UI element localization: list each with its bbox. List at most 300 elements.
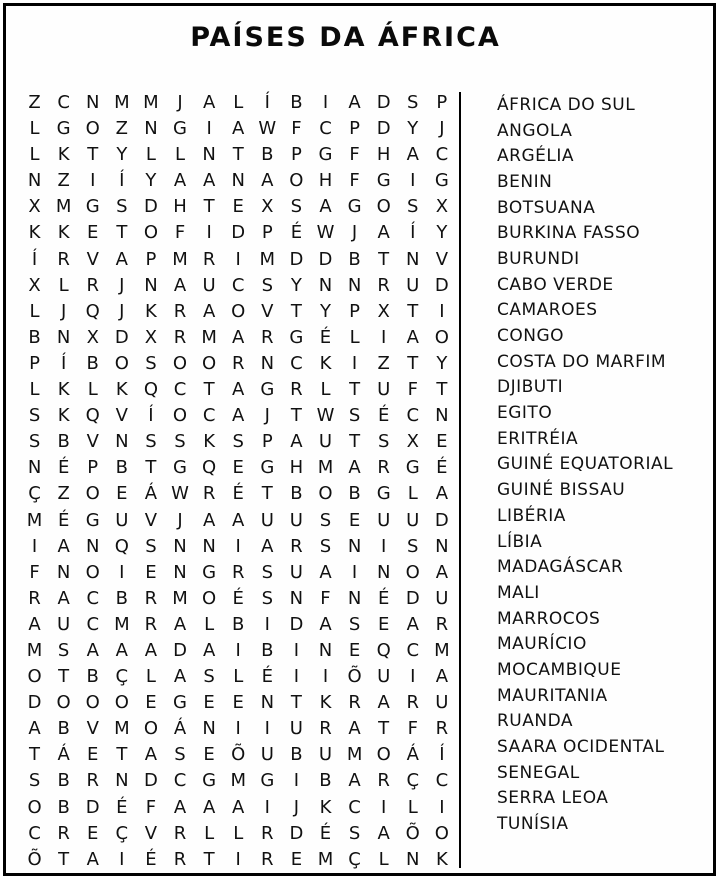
grid-cell: P [436, 92, 448, 113]
grid-cell: O [85, 118, 100, 140]
grid-row [20, 795, 456, 821]
grid-row [20, 273, 456, 299]
grid-cell: R [86, 274, 99, 296]
grid-cell: L [407, 796, 418, 818]
grid-cell: N [260, 692, 275, 714]
grid-cell: A [377, 692, 390, 714]
grid-cell: O [172, 352, 188, 374]
grid-cell: S [174, 744, 186, 766]
word-list-item: BOTSUANA [497, 197, 596, 218]
grid-row [20, 351, 456, 377]
grid-cell: E [348, 639, 361, 661]
grid-row [20, 168, 456, 194]
grid-cell: G [289, 326, 304, 348]
grid-cell: G [376, 483, 391, 505]
grid-cell: G [173, 457, 187, 479]
grid-cell: S [174, 431, 186, 453]
grid-cell: Z [377, 352, 390, 374]
grid-cell: A [290, 431, 303, 453]
grid-cell: Í [264, 92, 270, 113]
grid-cell: A [435, 666, 449, 688]
grid-cell: C [406, 639, 420, 661]
grid-row [20, 508, 456, 534]
grid-cell: J [177, 509, 183, 531]
grid-cell: G [347, 196, 362, 218]
grid-cell: N [115, 770, 129, 792]
grid-cell: M [259, 248, 276, 270]
grid-cell: R [261, 822, 274, 844]
grid-cell: F [349, 144, 360, 166]
grid-cell: Y [436, 352, 448, 374]
grid-cell: I [322, 666, 329, 688]
grid-row [20, 638, 456, 664]
grid-row [20, 247, 456, 273]
grid-cell: U [260, 509, 274, 531]
word-list-item: EGITO [497, 403, 553, 424]
grid-cell: C [290, 352, 303, 374]
grid-cell: O [376, 196, 391, 218]
grid-cell: K [115, 379, 128, 401]
grid-cell: A [232, 326, 245, 348]
grid-cell: I [235, 718, 241, 740]
grid-row [20, 325, 456, 351]
grid-cell: I [264, 613, 270, 635]
grid-cell: É [290, 222, 303, 244]
grid-cell: U [57, 613, 71, 635]
word-list-item: LÍBIA [497, 531, 543, 552]
grid-row [20, 403, 456, 429]
grid-cell: C [173, 379, 187, 401]
grid-cell: D [173, 639, 187, 661]
word-list-item: BENIN [497, 171, 553, 192]
grid-cell: Q [114, 535, 129, 557]
grid-cell: A [202, 509, 216, 531]
grid-cell: M [201, 326, 217, 348]
grid-cell: E [87, 222, 99, 244]
grid-cell: T [116, 744, 128, 766]
grid-cell: T [87, 144, 99, 166]
grid-cell: P [87, 457, 99, 479]
grid-cell: H [289, 457, 304, 479]
grid-cell: K [57, 405, 70, 427]
grid-cell: M [172, 587, 188, 609]
grid-cell: T [58, 666, 70, 688]
grid-cell: B [290, 744, 303, 766]
grid-cell: A [57, 535, 70, 557]
grid-cell: U [377, 666, 391, 688]
grid-cell: R [319, 718, 332, 740]
grid-cell: S [407, 196, 419, 218]
grid-cell: O [27, 666, 42, 688]
grid-cell: L [145, 666, 156, 688]
grid-cell: J [60, 300, 67, 322]
grid-cell: J [264, 405, 270, 427]
grid-cell: F [145, 796, 157, 818]
grid-cell: S [203, 666, 215, 688]
grid-cell: A [232, 405, 245, 427]
grid-cell: R [173, 848, 187, 870]
grid-cell: D [434, 509, 449, 531]
grid-cell: Í [439, 744, 445, 766]
grid-cell: U [260, 744, 274, 766]
grid-cell: V [144, 509, 158, 531]
grid-cell: Õ [231, 744, 246, 766]
grid-cell: S [319, 535, 332, 557]
grid-cell: A [232, 379, 245, 401]
grid-cell: N [27, 457, 42, 479]
grid-cell: I [235, 535, 241, 557]
grid-cell: I [381, 535, 387, 557]
grid-cell: R [173, 326, 187, 348]
grid-cell: T [290, 300, 302, 322]
grid-cell: L [204, 822, 215, 844]
grid-cell: C [86, 587, 100, 609]
grid-cell: B [57, 770, 70, 792]
grid-cell: M [55, 196, 72, 218]
grid-cell: I [439, 796, 445, 818]
grid-cell: E [232, 457, 244, 479]
grid-cell: I [235, 848, 241, 870]
grid-cell: F [320, 587, 331, 609]
grid-cell: N [86, 535, 100, 557]
grid-cell: A [173, 274, 187, 296]
grid-cell: E [232, 196, 244, 218]
grid-cell: Q [143, 379, 158, 401]
grid-row [20, 742, 456, 768]
grid-cell: K [57, 379, 70, 401]
grid-cell: É [319, 326, 332, 348]
grid-cell: U [202, 274, 216, 296]
grid-cell: C [202, 405, 216, 427]
word-list-item: TUNÍSIA [497, 814, 569, 835]
grid-cell: A [348, 718, 361, 740]
grid-cell: G [434, 170, 449, 192]
grid-cell: K [319, 352, 332, 374]
grid-cell: Y [116, 144, 128, 166]
grid-cell: S [348, 613, 361, 635]
grid-cell: E [290, 848, 303, 870]
grid-cell: S [145, 352, 157, 374]
grid-cell: Y [436, 222, 448, 244]
grid-cell: K [319, 796, 332, 818]
grid-cell: L [175, 144, 186, 166]
grid-cell: Y [145, 170, 157, 192]
grid-cell: Ç [115, 822, 129, 844]
grid-cell: C [319, 118, 332, 140]
word-list-item: ÁFRICA DO SUL [497, 94, 636, 115]
grid-cell: L [204, 613, 215, 635]
grid-cell: T [349, 431, 361, 453]
grid-cell: T [290, 692, 302, 714]
grid-cell: U [289, 509, 303, 531]
grid-cell: M [26, 509, 43, 531]
grid-cell: I [410, 666, 416, 688]
grid-cell: N [27, 170, 42, 192]
grid-cell: P [261, 222, 273, 244]
grid-cell: G [260, 457, 275, 479]
word-list-item: CONGO [497, 326, 565, 347]
grid-cell: A [377, 222, 390, 244]
grid-cell: W [316, 222, 335, 244]
grid-cell: R [377, 770, 390, 792]
grid-cell: L [407, 483, 418, 505]
grid-cell: L [29, 144, 40, 166]
grid-cell: T [407, 352, 419, 374]
grid-cell: N [260, 352, 275, 374]
grid-cell: I [235, 639, 241, 661]
grid-cell: I [90, 170, 96, 192]
grid-cell: E [232, 692, 244, 714]
grid-cell: I [322, 92, 329, 113]
grid-row [20, 690, 456, 716]
grid-cell: A [406, 326, 419, 348]
grid-cell: R [377, 274, 390, 296]
grid-cell: Õ [347, 666, 362, 688]
grid-cell: U [406, 509, 420, 531]
grid-cell: D [231, 222, 246, 244]
grid-cell: X [86, 326, 99, 348]
grid-cell: U [289, 718, 303, 740]
grid-cell: G [85, 196, 100, 218]
grid-cell: V [86, 431, 99, 453]
grid-row [20, 90, 456, 116]
grid-cell: O [202, 352, 217, 374]
grid-cell: T [378, 248, 390, 270]
grid-cell: Ç [115, 666, 129, 688]
grid-cell: I [31, 535, 38, 557]
grid-cell: A [173, 796, 187, 818]
grid-cell: O [27, 796, 42, 818]
grid-cell: N [376, 561, 391, 583]
grid-cell: P [349, 118, 360, 140]
grid-cell: O [376, 744, 391, 766]
grid-cell: A [173, 666, 187, 688]
grid-cell: N [406, 248, 420, 270]
grid-cell: R [144, 613, 158, 635]
grid-cell: G [405, 457, 420, 479]
grid-cell: L [29, 300, 40, 322]
grid-cell: U [406, 274, 420, 296]
grid-cell: U [435, 587, 449, 609]
grid-cell: B [348, 248, 361, 270]
grid-row [20, 534, 456, 560]
grid-cell: A [261, 170, 274, 192]
grid-cell: X [406, 431, 419, 453]
grid-cell: R [435, 718, 449, 740]
grid-cell: O [143, 718, 158, 740]
grid-cell: D [114, 326, 129, 348]
word-list-item: GUINÉ BISSAU [497, 480, 626, 501]
grid-cell: A [86, 848, 99, 870]
grid-cell: X [261, 196, 274, 218]
grid-cell: N [202, 144, 216, 166]
grid-cell: É [436, 457, 448, 479]
grid-cell: A [319, 561, 332, 583]
grid-cell: K [57, 144, 70, 166]
grid-row [20, 455, 456, 481]
word-list-item: SENEGAL [497, 762, 580, 783]
grid-cell: A [28, 718, 41, 740]
grid-cell: M [434, 639, 450, 661]
grid-cell: G [202, 770, 217, 792]
grid-cell: S [377, 431, 390, 453]
grid-cell: R [406, 692, 420, 714]
grid-cell: R [202, 483, 216, 505]
grid-cell: D [434, 274, 449, 296]
grid-cell: I [206, 118, 212, 140]
grid-cell: Õ [405, 822, 420, 844]
grid-cell: B [57, 718, 70, 740]
grid-cell: T [436, 379, 448, 401]
grid-cell: C [406, 405, 420, 427]
grid-cell: R [57, 822, 70, 844]
grid-cell: I [235, 248, 241, 270]
grid-cell: C [86, 613, 100, 635]
grid-cell: I [381, 796, 387, 818]
grid-cell: U [318, 744, 333, 766]
grid-cell: A [319, 613, 332, 635]
grid-cell: O [434, 326, 449, 348]
grid-cell: Ç [348, 848, 361, 870]
grid-cell: W [258, 118, 277, 140]
grid-cell: R [261, 326, 274, 348]
grid-cell: M [317, 457, 334, 479]
grid-cell: O [143, 222, 158, 244]
grid-cell: F [407, 379, 418, 401]
grid-cell: R [28, 587, 41, 609]
grid-cell: É [319, 822, 332, 844]
grid-cell: É [232, 587, 244, 609]
grid-cell: C [57, 92, 70, 113]
grid-cell: N [173, 535, 187, 557]
word-list-item: MAURÍCIO [497, 634, 587, 655]
grid-cell: S [28, 431, 41, 453]
grid-cell: F [291, 118, 302, 140]
grid-cell: K [203, 431, 216, 453]
grid-cell: O [114, 352, 129, 374]
word-list-item: COSTA DO MARFIM [497, 351, 667, 372]
word-list-item: SAARA OCIDENTAL [497, 737, 665, 758]
grid-cell: G [260, 770, 275, 792]
grid-cell: Q [85, 300, 100, 322]
grid-cell: B [290, 92, 303, 113]
grid-cell: N [115, 431, 129, 453]
grid-cell: R [231, 352, 245, 374]
grid-cell: X [28, 196, 41, 218]
grid-cell: V [261, 300, 274, 322]
grid-cell: S [145, 535, 157, 557]
grid-cell: R [290, 379, 303, 401]
grid-cell: R [377, 457, 390, 479]
grid-cell: É [377, 587, 390, 609]
grid-cell: T [203, 196, 215, 218]
grid-cell: T [407, 300, 419, 322]
grid-cell: É [261, 666, 273, 688]
grid-cell: U [115, 509, 129, 531]
grid-cell: D [405, 587, 420, 609]
grid-cell: B [232, 613, 245, 635]
grid-cell: L [233, 822, 244, 844]
word-list-item: SERRA LEOA [497, 788, 609, 809]
grid-cell: K [435, 848, 448, 870]
grid-cell: I [293, 666, 300, 688]
grid-cell: J [177, 92, 183, 113]
grid-cell: T [349, 379, 361, 401]
grid-cell: F [349, 170, 360, 192]
grid-cell: I [264, 718, 270, 740]
word-list-item: BURUNDI [497, 248, 580, 269]
grid-cell: N [56, 561, 71, 583]
grid-cell: C [28, 822, 41, 844]
grid-cell: B [28, 326, 41, 348]
grid-cell: N [347, 535, 362, 557]
grid-cell: N [86, 92, 100, 113]
worksheet-page [3, 3, 716, 876]
grid-cell: J [351, 222, 358, 244]
grid-cell: G [173, 118, 187, 140]
grid-cell: L [29, 118, 40, 140]
grid-cell: A [173, 613, 187, 635]
grid-cell: N [435, 405, 449, 427]
grid-row [20, 194, 456, 220]
grid-cell: N [289, 587, 304, 609]
grid-cell: R [435, 613, 449, 635]
grid-cell: A [348, 770, 361, 792]
grid-cell: C [173, 770, 187, 792]
grid-cell: I [119, 848, 125, 870]
grid-cell: S [145, 431, 157, 453]
grid-cell: N [202, 718, 216, 740]
grid-cell: N [347, 274, 362, 296]
grid-cell: N [202, 535, 216, 557]
grid-cell: D [143, 770, 158, 792]
grid-cell: Í [60, 352, 67, 374]
grid-cell: A [406, 613, 419, 635]
grid-row [20, 768, 456, 794]
grid-cell: Í [410, 222, 416, 244]
grid-cell: S [407, 92, 419, 113]
grid-cell: E [203, 692, 215, 714]
grid-cell: F [174, 222, 186, 244]
word-list-item: MAURITANIA [497, 685, 608, 706]
grid-row [20, 299, 456, 325]
grid-cell: T [203, 848, 215, 870]
grid-cell: Q [376, 639, 391, 661]
grid-cell: A [377, 822, 390, 844]
grid-cell: A [202, 170, 216, 192]
grid-cell: A [202, 639, 216, 661]
grid-row [20, 142, 456, 168]
grid-cell: L [233, 92, 244, 113]
grid-cell: A [435, 483, 449, 505]
grid-cell: B [57, 796, 70, 818]
grid-cell: G [260, 379, 275, 401]
grid-cell: E [87, 744, 99, 766]
grid-cell: X [28, 274, 41, 296]
grid-cell: B [86, 666, 99, 688]
grid-cell: I [439, 300, 445, 322]
grid-cell: A [319, 196, 332, 218]
grid-cell: S [348, 822, 361, 844]
grid-cell: V [86, 248, 99, 270]
grid-cell: R [144, 587, 158, 609]
grid-row [20, 612, 456, 638]
grid-cell: K [28, 222, 41, 244]
grid-cell: P [349, 300, 360, 322]
grid-cell: H [173, 196, 187, 218]
grid-cell: S [319, 509, 332, 531]
grid-cell: B [290, 483, 303, 505]
